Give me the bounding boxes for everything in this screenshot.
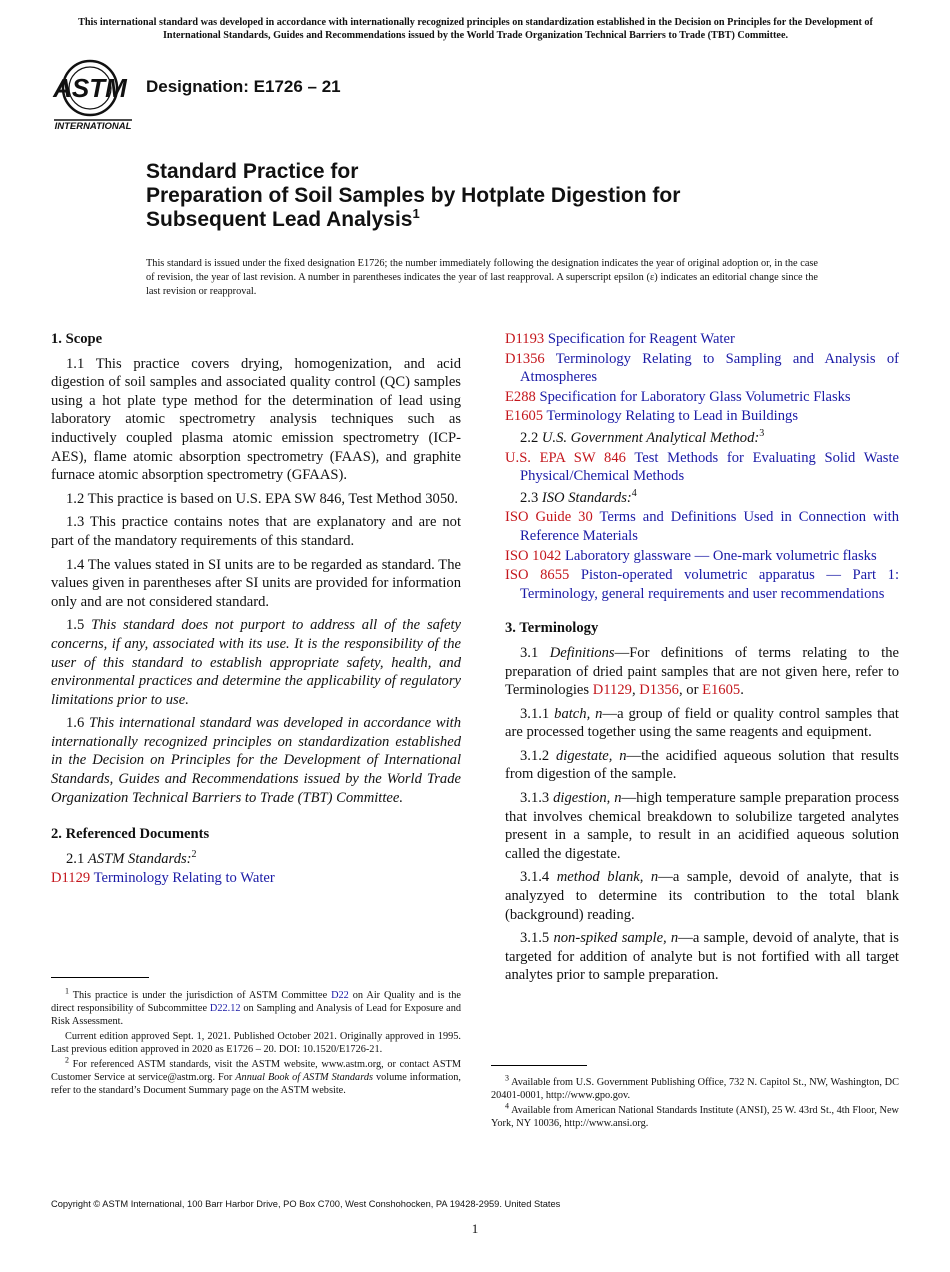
ref-epa-sw846[interactable]: U.S. EPA SW 846 Test Methods for Evaluating Solid Waste Physical/Chemical Methods	[505, 449, 900, 485]
title-line-3: Subsequent Lead Analysis$^1$	[146, 206, 420, 231]
iso-standards-label: 2.3 ISO Standards:$^4$	[520, 487, 637, 506]
scope-1-1: 1.1 This practice covers drying, homogenization, and acid digestion of soil samples and associated quality control (QC) samples using a hot plate type method for the determination of lead using laboratory atomic spectrometry analysis techniques such as inductively coupled plasma atomic emission spectrometry (ICP-AES), flame atomic absorption spectrometry (FAAS), and graphite furnace atomic absorption spectrometry (GFAAS).	[51, 355, 461, 484]
footnote-rule-left	[51, 977, 149, 978]
top-notice: This international standard was developed in accordance with internationally recognized principles on standardization established in the Decision on Principles for the Development of International Standards, Guides and Recommendations issued by the World Trade Organization Technical Barriers to Trade (TBT) Committee.	[78, 17, 873, 41]
footnote-4: $^4$ Available from American National Standards Institute (ANSI), 25 W. 43rd St., 4th Floor, New York, NY 10036, http://www.ansi.org.	[491, 1101, 899, 1129]
logo-sub-text: INTERNATIONAL	[54, 121, 132, 132]
terminology-heading: 3. Terminology	[505, 620, 599, 637]
astm-standards-label: 2.1 ASTM Standards:$^2$	[66, 848, 197, 867]
link-d22-12[interactable]: D22.12	[209, 1003, 241, 1014]
ref-iso-8655[interactable]: ISO 8655 Piston-operated volumetric apparatus — Part 1: Terminology, general requirements and user recommendations	[505, 567, 899, 602]
link-d1129[interactable]: D1129	[592, 682, 632, 699]
ref-iso-1042[interactable]: ISO 1042 Laboratory glassware — One-mark volumetric flasks	[505, 547, 877, 564]
gov-method-label: 2.2 U.S. Government Analytical Method:$^3$	[520, 428, 765, 446]
term-3-1-2: 3.1.2 digestate, n—the acidified aqueous solution that results from digestion of the sample.	[505, 747, 899, 783]
title-footnote-mark[interactable]: 1	[412, 206, 420, 221]
scope-heading: 1. Scope	[51, 331, 103, 347]
term-3-1: 3.1 Definitions—For definitions of terms relating to the preparation of dried paint samples that are not given here, refer to Terminologies D1129, D1356, or E1605.	[505, 644, 900, 699]
designation: Designation: E1726 – 21	[146, 77, 341, 96]
scope-1-2: 1.2 This practice is based on U.S. EPA SW 846, Test Method 3050.	[66, 490, 459, 507]
astm-logo	[52, 58, 134, 134]
term-3-1-5: 3.1.5 non-spiked sample, n—a sample, devoid of analyte, that is targeted for addition of analyte but is not fortified with all target analytes prior to sample preparation.	[505, 930, 899, 984]
footnote-2: $^2$ For referenced ASTM standards, visit the ASTM website, www.astm.org, or contact ASTM Customer Service at service@astm.org. For Annual Book of ASTM Standards volume information, refer to the standard’s Document Summary page on the ASTM website.	[51, 1055, 461, 1096]
scope-1-5: 1.5 This standard does not purport to address all of the safety concerns, if any, associated with its use. It is the responsibility of the user of this standard to establish appropriate safety, health, and environmental practices and determine the applicability of regulatory limitations prior to use.	[51, 617, 461, 708]
page-number: 1	[471, 1221, 479, 1236]
title-line-2: Preparation of Soil Samples by Hotplate Digestion for	[146, 184, 681, 207]
document-title	[146, 160, 846, 232]
link-d22[interactable]: D22	[331, 990, 349, 1001]
issue-note: This standard is issued under the fixed designation E1726; the number immediately following the designation indicates the year of original adoption or, in the case of revision, the year of last revision. A number in parentheses indicates the year of last reapproval. A superscript epsilon (ε) indicates an editorial change since the last revision or reapproval.	[146, 258, 818, 297]
term-3-1-4: 3.1.4 method blank, n—a sample, devoid of analyte, that is analyzyed to determine its contribution to the total blank (background) reading.	[505, 869, 899, 923]
scope-1-4: 1.4 The values stated in SI units are to be regarded as standard. The values given in parentheses after SI units are provided for information only and are not considered standard.	[51, 556, 461, 610]
copyright: Copyright © ASTM International, 100 Barr Harbor Drive, PO Box C700, West Conshohocken, PA 19428-2959. United States	[51, 1199, 561, 1209]
term-3-1-3: 3.1.3 digestion, n—high temperature sample preparation process that involves chemical breakdown to solubilize targeted analytes present in a sample, to result in an acidified aqueous solution called the digestate.	[505, 790, 899, 862]
link-d1356[interactable]: D1356	[639, 682, 679, 699]
scope-1-6: 1.6 This international standard was developed in accordance with internationally recognized principles on standardization established in the Decision on Principles for the Development of International Standards, Guides and Recommendations issued by the World Trade Organization Technical Barriers to Trade (TBT) Committee.	[51, 715, 462, 806]
scope-1-3: 1.3 This practice contains notes that are explanatory and are not part of the mandatory requirements of this standard.	[51, 514, 461, 549]
ref-e288[interactable]: E288 Specification for Laboratory Glass Volumetric Flasks	[505, 388, 851, 405]
footnote-1: $^1$ This practice is under the jurisdiction of ASTM Committee D22 on Air Quality and is the direct responsibility of Subcommittee D22.12 on Sampling and Analysis of Lead for Exposure and Risk Assessment.	[51, 986, 461, 1027]
ref-e1605[interactable]: E1605 Terminology Relating to Lead in Buildings	[505, 408, 798, 425]
link-e1605[interactable]: E1605	[702, 682, 741, 699]
astm-logo-icon	[52, 58, 134, 134]
ref-d1129[interactable]: D1129 Terminology Relating to Water	[51, 870, 275, 887]
footnote-3: $^3$ Available from U.S. Government Publishing Office, 732 N. Capitol St., NW, Washington, DC 20401-0001, http://www.gpo.gov.	[491, 1073, 899, 1101]
footnote-1-edition: Current edition approved Sept. 1, 2021. Published October 2021. Originally approved in 1995. Last previous edition approved in 2020 as E1726 – 20. DOI: 10.1520/E1726-21.	[51, 1031, 461, 1055]
right-column	[505, 330, 899, 990]
ref-iso-guide-30[interactable]: ISO Guide 30 Terms and Definitions Used in Connection with Reference Materials	[505, 509, 900, 544]
ref-d1193[interactable]: D1193 Specification for Reagent Water	[505, 331, 735, 347]
footnotes-right	[491, 1073, 899, 1132]
logo-letters: ASTM	[53, 73, 127, 103]
title-line-1: Standard Practice for	[146, 160, 359, 183]
footnotes-left	[51, 986, 461, 1099]
ref-d1356[interactable]: D1356 Terminology Relating to Sampling and Analysis of Atmospheres	[505, 350, 900, 386]
footnote-rule-right	[491, 1065, 587, 1066]
term-3-1-1: 3.1.1 batch, n—a group of field or quality control samples that are processed together using the same reagents and equipment.	[505, 705, 899, 741]
referenced-heading: 2. Referenced Documents	[51, 826, 210, 843]
left-column	[51, 330, 461, 889]
